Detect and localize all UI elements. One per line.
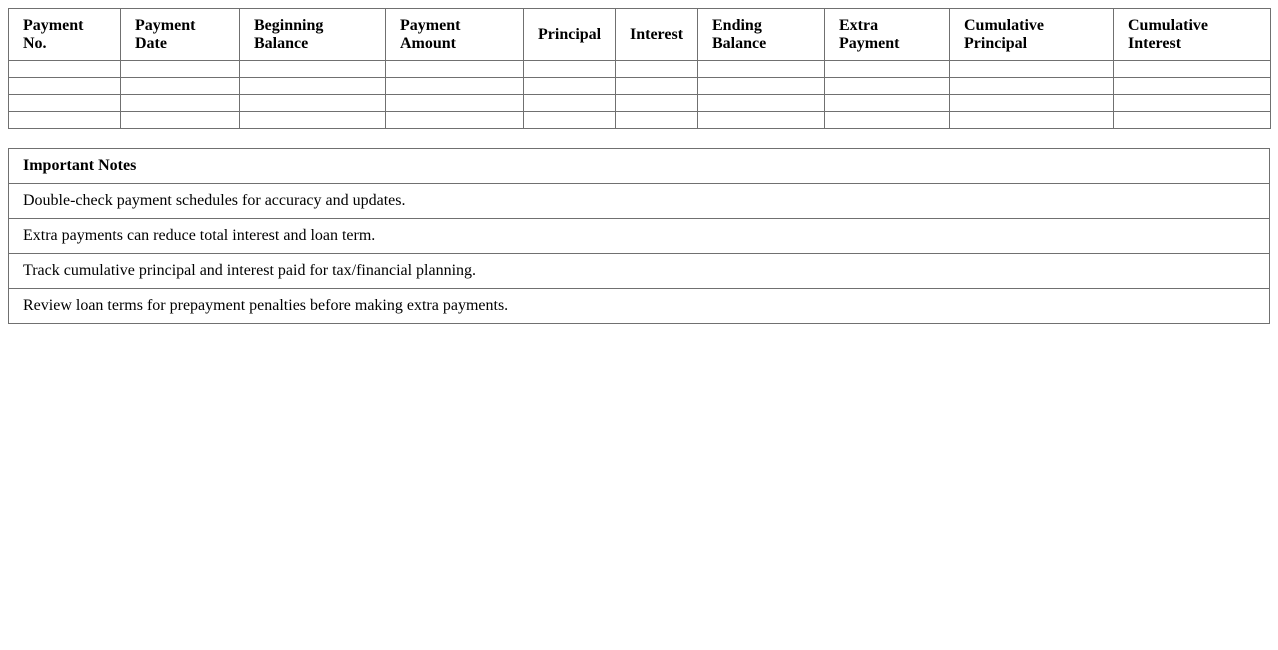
table-cell[interactable] [9, 95, 121, 112]
table-cell[interactable] [121, 95, 240, 112]
header-extra-payment: Extra Payment [825, 9, 950, 61]
table-row [9, 112, 1271, 129]
header-beginning-balance: Beginning Balance [240, 9, 386, 61]
table-cell[interactable] [1114, 95, 1271, 112]
table-cell[interactable] [950, 61, 1114, 78]
table-cell[interactable] [386, 112, 524, 129]
table-row [9, 78, 1271, 95]
header-cumulative-interest: Cumulative Interest [1114, 9, 1271, 61]
table-cell[interactable] [240, 112, 386, 129]
table-cell[interactable] [9, 112, 121, 129]
table-cell[interactable] [616, 78, 698, 95]
table-cell[interactable] [825, 112, 950, 129]
table-cell[interactable] [616, 112, 698, 129]
table-cell[interactable] [524, 112, 616, 129]
table-cell[interactable] [698, 61, 825, 78]
table-cell[interactable] [698, 112, 825, 129]
header-payment-no: Payment No. [9, 9, 121, 61]
header-payment-amount: Payment Amount [386, 9, 524, 61]
note-row [9, 219, 1270, 254]
header-interest: Interest [616, 9, 698, 61]
table-cell[interactable] [950, 78, 1114, 95]
table-cell[interactable] [9, 61, 121, 78]
table-cell[interactable] [121, 78, 240, 95]
table-cell[interactable] [121, 112, 240, 129]
table-cell[interactable] [524, 78, 616, 95]
note-row [9, 184, 1270, 219]
table-cell[interactable] [524, 61, 616, 78]
notes-title: Important Notes [9, 149, 1270, 184]
table-cell[interactable] [616, 95, 698, 112]
table-cell[interactable] [240, 95, 386, 112]
table-cell[interactable] [825, 95, 950, 112]
table-row [9, 95, 1271, 112]
header-cumulative-principal: Cumulative Principal [950, 9, 1114, 61]
table-cell[interactable] [386, 61, 524, 78]
note-item: Track cumulative principal and interest paid for tax/financial planning. [9, 254, 1270, 289]
table-cell[interactable] [386, 78, 524, 95]
table-cell[interactable] [1114, 61, 1271, 78]
table-cell[interactable] [616, 61, 698, 78]
note-row [9, 289, 1270, 324]
header-principal: Principal [524, 9, 616, 61]
table-cell[interactable] [825, 61, 950, 78]
table-cell[interactable] [240, 61, 386, 78]
table-header-row [9, 9, 1271, 61]
table-cell[interactable] [950, 112, 1114, 129]
payment-schedule-table [8, 8, 1271, 129]
header-payment-date: Payment Date [121, 9, 240, 61]
note-item: Extra payments can reduce total interest and loan term. [9, 219, 1270, 254]
table-cell[interactable] [698, 95, 825, 112]
header-ending-balance: Ending Balance [698, 9, 825, 61]
table-cell[interactable] [386, 95, 524, 112]
table-cell[interactable] [9, 78, 121, 95]
table-cell[interactable] [698, 78, 825, 95]
note-row [9, 254, 1270, 289]
table-cell[interactable] [950, 95, 1114, 112]
table-cell[interactable] [240, 78, 386, 95]
note-item: Review loan terms for prepayment penalties before making extra payments. [9, 289, 1270, 324]
table-row [9, 61, 1271, 78]
table-cell[interactable] [524, 95, 616, 112]
table-cell[interactable] [1114, 112, 1271, 129]
table-cell[interactable] [825, 78, 950, 95]
note-item: Double-check payment schedules for accuracy and updates. [9, 184, 1270, 219]
important-notes-table [8, 148, 1270, 324]
notes-title-row [9, 149, 1270, 184]
table-body [9, 61, 1271, 129]
table-cell[interactable] [121, 61, 240, 78]
table-cell[interactable] [1114, 78, 1271, 95]
